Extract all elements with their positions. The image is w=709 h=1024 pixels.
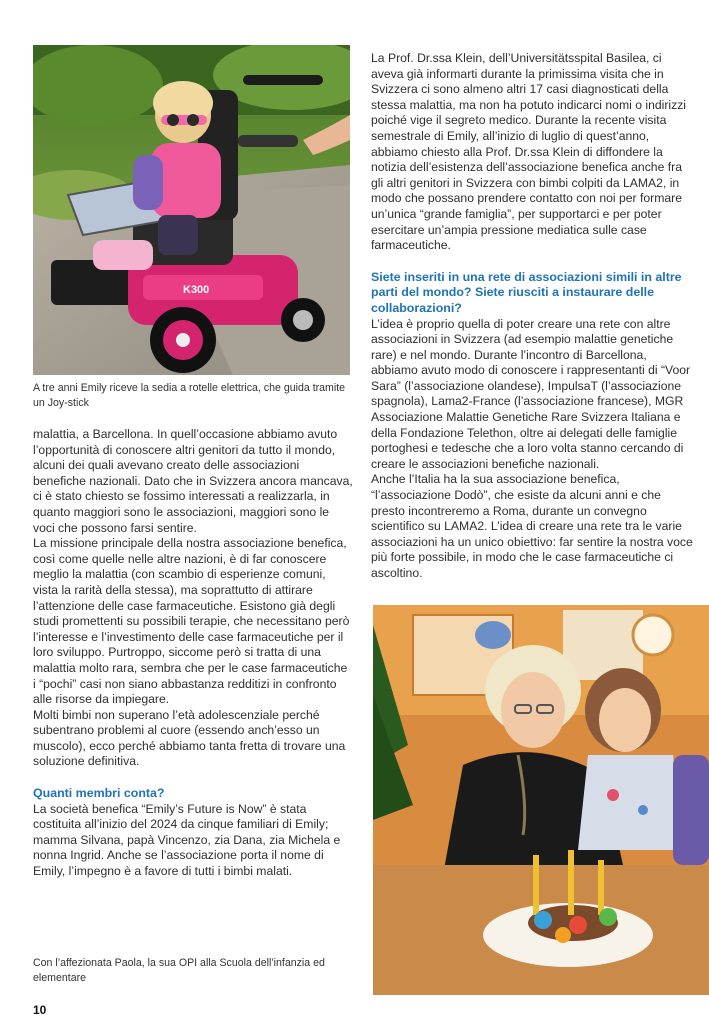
wheelchair-photo <box>33 45 350 375</box>
section-heading-members: Quanti membri conta? <box>33 786 165 801</box>
page-number: 10 <box>33 1003 47 1017</box>
classroom-photo <box>373 605 709 995</box>
right-paragraph-1: La Prof. Dr.ssa Klein, dell’Universitätsspital Basilea, ci aveva già informarti durante la primissima visita che in Svizzera ci sono almeno altri 17 casi diagnosticati della stessa malattia, ma non ha potuto indicarci nomi o indirizzi poiché vige il segreto medico. Durante la recente visita semestrale di Emily, all’inizio di luglio di quest’anno, abbiamo chiesto alla Prof. Dr.ssa Klein di diffondere la notizia dell’esistenza dell’associazione benefica anche fra gli altri genitori in Svizzera con bimbi colpiti da LAMA2, in modo che possano prendere contatto con noi per formare un’unica “grande famiglia”, per supportarci e per poter esercitare un’ampia pressione mediatica sulle case farmaceutiche. <box>371 51 686 253</box>
right-text-column <box>371 51 694 582</box>
left-paragraph-1: malattia, a Barcellona. In quell’occasione abbiamo avuto l’opportunità di conoscere altri genitori da tutto il mondo, alcuni dei quali avevano creato delle associazioni benefiche nazionali. Dato che in Svizzera ancora mancava, ci è stato chiesto se fossimo interessati a realizzarla, in quanto maggiori sono le associazioni, maggiori sono le voci che possono farsi sentire. <box>33 427 353 535</box>
right-paragraph-3: Anche l’Italia ha la sua associazione benefica, “l’associazione Dodò”, che esiste da alcuni anni e che presto incontreremo a Roma, durante un convegno scientifico su LAMA2. L’idea di creare una rete tra le varie associazioni ha un unico obiettivo: far sentire la nostra voce più forte possibile, in modo che le case farmaceutiche ci ascoltino. <box>371 472 693 580</box>
left-paragraph-2: La missione principale della nostra associazione benefica, così come quelle nelle altre nazioni, è di far conoscere meglio la malattia (con scambio di esperienze comuni, vista la rarità della stessa), ma soprattutto di attirare l’attenzione delle case farmaceutiche. Esistono già degli studi promettenti su possibili terapie, che necessitano però l’interesse e l’investimento delle case farmaceutiche per il loro sviluppo. Purtroppo, siccome però si tratta di una malattia molto rara, sembra che per le case farmaceutiche i “pochi” casi non siano abbastanza redditizi in confronto alle risorse da impiegare. <box>33 536 350 707</box>
left-paragraph-3: Molti bimbi non superano l’età adolescenziale perché subentrano problemi al cuore (essendo anch’esso un muscolo), ecco perché abbiamo tanta fretta di trovare una soluzione definitiva. <box>33 707 346 769</box>
photo-caption-bottom: Con l’affezionata Paola, la sua OPI alla Scuola dell’infanzia ed elementare <box>33 957 325 984</box>
section-heading-network: Siete inseriti in una rete di associazioni simili in altre parti del mondo? Siete riusciti a instaurare delle collaborazioni? <box>371 269 682 315</box>
left-paragraph-4: La società benefica “Emily’s Future is Now” è stata costituita all’inizio del 2024 da cinque familiari di Emily; mamma Silvana, papà Vincenzo, zia Dana, zia Michela e nonna Ingrid. Anche se l’associazione porta il nome di Emily, l’impegno è a favore di tutti i bimbi malati. <box>33 801 341 879</box>
wheelchair-illustration <box>33 45 350 375</box>
photo-caption-top: A tre anni Emily riceve la sedia a rotelle elettrica, che guida tramite un Joy-stick <box>33 382 346 409</box>
left-text-column <box>33 427 353 880</box>
right-paragraph-2: L’idea è proprio quella di poter creare una rete con altre associazioni in Svizzera (ad esempio malattie genetiche rare) e nel mondo. Durante l’incontro di Barcellona, abbiamo avuto modo di conoscere i rappresentanti di “Voor Sara” (l’associazione olandese), ImpulsaT (l’associazione spagnola), Lama2-France (l’associazione francese), MGR Associazione Malattie Genetiche Rare Svizzera Italiana e della Fondazione Telethon, oltre ai delegati delle famiglie portoghesi e tedesche che a loro volta stanno cercando di creare le associazioni benefiche nazionali. <box>371 316 691 471</box>
classroom-illustration <box>373 605 709 995</box>
svg-text:K300: K300 <box>183 284 210 296</box>
